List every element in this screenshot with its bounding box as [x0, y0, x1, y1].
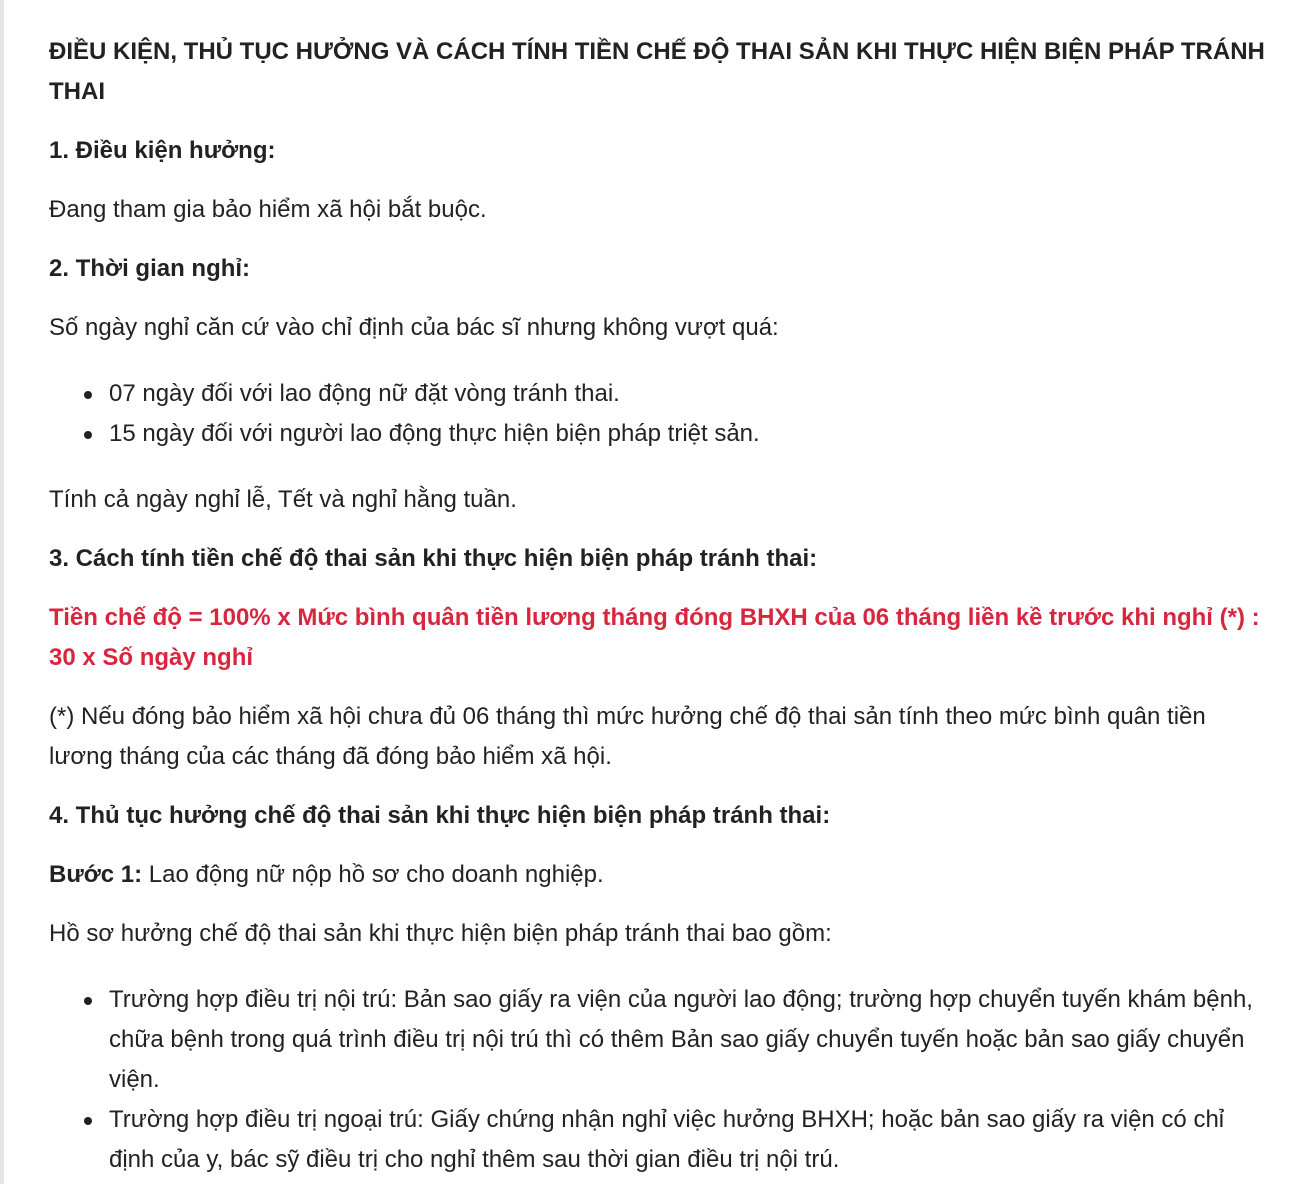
list-item: Trường hợp điều trị ngoại trú: Giấy chứng nhận nghỉ việc hưởng BHXH; hoặc bản sao giấy ra viện có chỉ định của y, bác sỹ điều trị cho nghỉ thêm sau thời gian điều trị nội trú. — [109, 1100, 1269, 1180]
step-1-text: Lao động nữ nộp hồ sơ cho doanh nghiệp. — [142, 861, 604, 888]
section-4-heading: 4. Thủ tục hưởng chế độ thai sản khi thực hiện biện pháp tránh thai: — [49, 802, 831, 829]
list-item: 15 ngày đối với người lao động thực hiện biện pháp triệt sản. — [109, 414, 1269, 454]
rest-days-list — [49, 374, 1269, 454]
benefit-formula: Tiền chế độ = 100% x Mức bình quân tiền lương tháng đóng BHXH của 06 tháng liền kề trước khi nghỉ (*) : 30 x Số ngày nghỉ — [49, 604, 1260, 671]
section-3-footnote: (*) Nếu đóng bảo hiểm xã hội chưa đủ 06 tháng thì mức hưởng chế độ thai sản tính theo mức bình quân tiền lương tháng của các tháng đã đóng bảo hiểm xã hội. — [49, 703, 1206, 770]
section-2-heading: 2. Thời gian nghỉ: — [49, 255, 251, 282]
list-item: 07 ngày đối với lao động nữ đặt vòng tránh thai. — [109, 374, 1269, 414]
section-3-heading: 3. Cách tính tiền chế độ thai sản khi thực hiện biện pháp tránh thai: — [49, 545, 818, 572]
section-1-heading: 1. Điều kiện hưởng: — [49, 137, 276, 164]
list-item: Trường hợp điều trị nội trú: Bản sao giấy ra viện của người lao động; trường hợp chuyển tuyến khám bệnh, chữa bệnh trong quá trình điều trị nội trú thì có thêm Bản sao giấy chuyển tuyến hoặc bản sao giấy chuyển viện. — [109, 980, 1269, 1100]
article-body — [49, 0, 1269, 1180]
page-left-border — [0, 0, 4, 1184]
section-2-note: Tính cả ngày nghỉ lễ, Tết và nghỉ hằng tuần. — [49, 486, 517, 513]
section-1-text: Đang tham gia bảo hiểm xã hội bắt buộc. — [49, 196, 487, 223]
documents-list — [49, 980, 1269, 1180]
article-title: ĐIỀU KIỆN, THỦ TỤC HƯỞNG VÀ CÁCH TÍNH TIỀN CHẾ ĐỘ THAI SẢN KHI THỰC HIỆN BIỆN PHÁP TRÁNH THAI — [49, 38, 1265, 105]
documents-intro: Hồ sơ hưởng chế độ thai sản khi thực hiện biện pháp tránh thai bao gồm: — [49, 920, 832, 947]
section-2-intro: Số ngày nghỉ căn cứ vào chỉ định của bác sĩ nhưng không vượt quá: — [49, 314, 779, 341]
step-1-label: Bước 1: — [49, 861, 143, 888]
step-1 — [49, 855, 1269, 895]
